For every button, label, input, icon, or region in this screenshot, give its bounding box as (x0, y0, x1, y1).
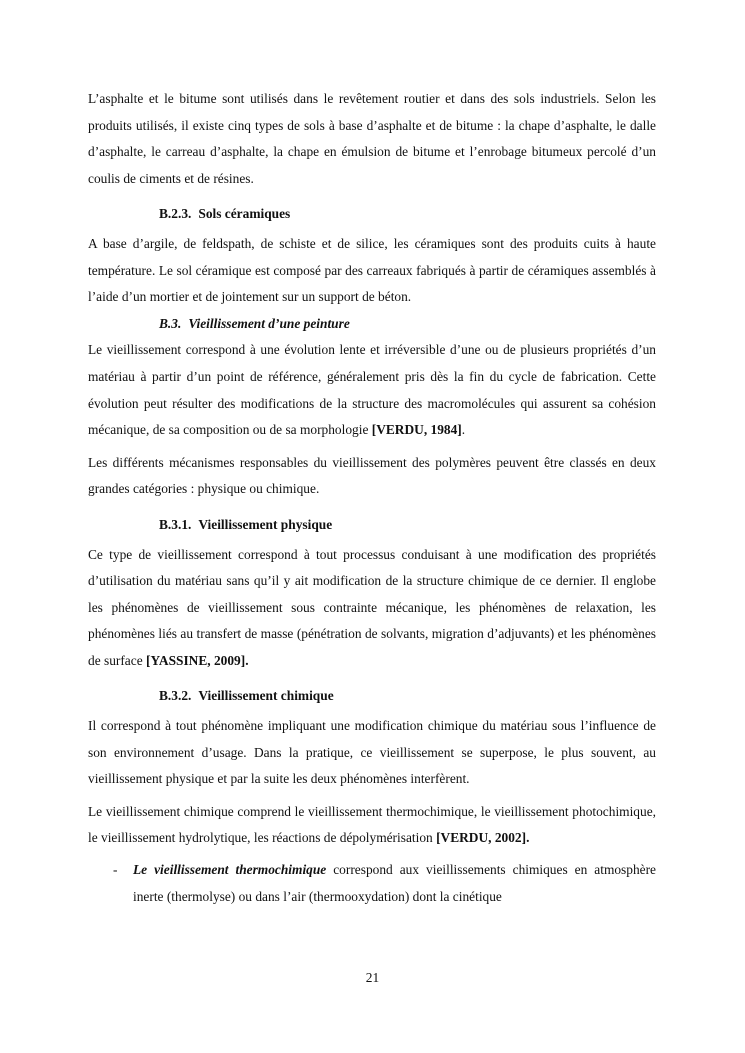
paragraph-ceramiques: A base d’argile, de feldspath, de schiste et de silice, les céramiques sont des produits cuits à haute température. Le sol céramique est composé par des carreaux fabriqués à partir de céramiques assemblés à l’aide d’un mortier et de jointement sur un support de béton. (88, 235, 656, 305)
heading-sols-ceramiques (88, 201, 656, 228)
bullet-dash: - (113, 862, 118, 878)
citation: [VERDU, 1984] (371, 422, 462, 438)
citation: [VERDU, 2002]. (436, 830, 530, 846)
paragraph-chimique-definition: Il correspond à tout phénomène impliquant une modification chimique du matériau sous l’influence de son environnement d’usage. Dans la pratique, ce vieillissement se superpose, le plus souvent, au vieillissement physique et par la suite les deux phénomènes interfèrent. (88, 718, 656, 787)
heading-number: B.2.3. (159, 206, 192, 222)
paragraph-vieillissement-definition (88, 337, 656, 443)
heading-title: Vieillissement chimique (198, 688, 334, 704)
heading-number: B.3.1. (159, 516, 192, 532)
paragraph-text: Le vieillissement correspond à une évolution lente et irréversible d’une ou de plusieurs propriétés d’un matériau à partir d’un point de référence, généralement pris dès la fin du cycle de fabrication. Cette évolution peut résulter des modifications de la structure des macromolécules qui assurent sa cohésion mécanique, de sa composition ou de sa morphologie (88, 342, 656, 438)
paragraph-asphalte: L’asphalte et le bitume sont utilisés dans le revêtement routier et dans des sols industriels. Selon les produits utilisés, il existe cinq types de sols à base d’asphalte et de bitume : la chape d’asphalte, le dalle d’asphalte, le carreau d’asphalte, la chape en émulsion de bitume et l’enrobage bitumeux percolé d’un coulis de ciments et de résines. (88, 91, 656, 186)
paragraph-physique (88, 542, 656, 675)
paragraph-text: Ce type de vieillissement correspond à tout processus conduisant à une modification des propriétés d’utilisation du matériau sans qu’il y ait modification de la structure chimique de ce dernier. Il englobe les phénomènes de vieillissement sous contrainte mécanique, les phénomènes de relaxation, les phénomènes liés au transfert de masse (pénétration de solvants, migration d’adjuvants) et les phénomènes de surface (88, 546, 656, 668)
heading-number: B.3.2. (159, 688, 192, 704)
page-content (88, 86, 656, 910)
heading-title: Vieillissement d’une peinture (188, 315, 350, 331)
paragraph-mecanismes: Les différents mécanismes responsables du vieillissement des polymères peuvent être classés en deux grandes catégories : physique ou chimique. (88, 454, 656, 497)
heading-title: Sols céramiques (198, 206, 291, 222)
bullet-text (133, 857, 656, 910)
paragraph-chimique-types (88, 799, 656, 852)
heading-number: B.3. (159, 315, 182, 331)
page-number: 21 (365, 970, 380, 985)
citation: [YASSINE, 2009]. (146, 652, 249, 668)
heading-vieillissement-physique (88, 512, 656, 539)
bullet-description: correspond aux vieillissements chimiques en atmosphère inerte (thermolyse) ou dans l’air (thermooxydation) dont la cinétique (133, 862, 656, 904)
bullet-term: Le vieillissement thermochimique (133, 862, 327, 878)
paragraph-text: Le vieillissement chimique comprend le vieillissement thermochimique, le vieillissement photochimique, le vieillissement hydrolytique, les réactions de dépolymérisation (88, 803, 656, 846)
heading-vieillissement-chimique (88, 683, 656, 710)
heading-title: Vieillissement physique (198, 516, 333, 532)
paragraph-end: . (461, 422, 466, 438)
list-item (88, 857, 656, 910)
heading-vieillissement-peinture (88, 311, 656, 338)
